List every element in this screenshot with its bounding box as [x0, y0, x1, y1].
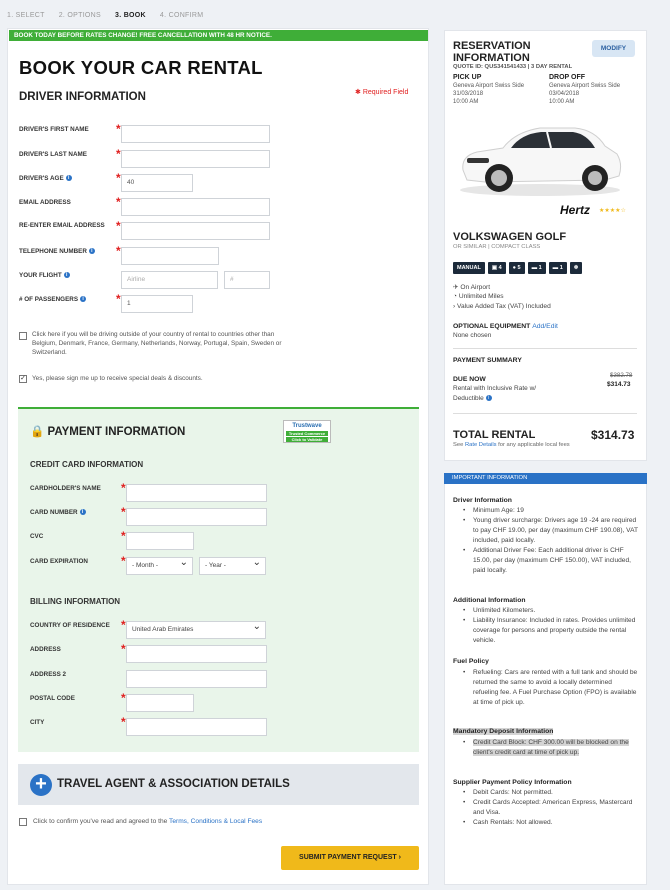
chevron-right-icon: › [398, 854, 401, 861]
age-input[interactable]: 40 [121, 174, 193, 192]
amenity-on-airport [453, 283, 490, 291]
car-name: VOLKSWAGEN GOLF [453, 231, 567, 243]
required-note-text: Required Field [362, 89, 409, 96]
last-name-input[interactable] [121, 150, 270, 168]
rate-suffix: for any applicable local fees [498, 442, 570, 448]
due-now-desc [453, 384, 568, 404]
supplier-subheading: Supplier Payment Policy Information [453, 779, 572, 786]
driver-info-heading: DRIVER INFORMATION [19, 91, 146, 103]
first-name-input[interactable] [121, 125, 270, 143]
amenity-text: Value Added Tax (VAT) Included [457, 303, 551, 310]
required-star: * [116, 171, 121, 185]
deposit-list [463, 738, 638, 758]
plane-icon: ✈ [453, 284, 461, 291]
reemail-input[interactable] [121, 222, 270, 240]
required-star: ✱ [355, 89, 363, 96]
list-item [463, 738, 638, 758]
small-bag-badge [549, 262, 567, 274]
vendor-rating-stars: ★★★★☆ [599, 208, 626, 214]
trust-name: Trustwave [292, 423, 322, 429]
billing-heading: BILLING INFORMATION [30, 597, 121, 606]
info-icon[interactable]: i [66, 175, 72, 181]
info-icon[interactable]: i [89, 248, 95, 254]
rate-details-note [453, 442, 570, 448]
important-info-heading: IMPORTANT INFORMATION [444, 473, 647, 484]
additional-info-list [463, 606, 638, 646]
cc-heading: CREDIT CARD INFORMATION [30, 460, 144, 469]
outside-country-checkbox[interactable] [19, 332, 27, 340]
divider [453, 413, 637, 414]
divider [453, 348, 637, 349]
pickup-label: PICK UP [453, 74, 482, 81]
pickup-time: 10:00 AM [453, 99, 479, 105]
fuel-policy-subheading: Fuel Policy [453, 658, 489, 665]
city-input[interactable] [126, 718, 267, 736]
optional-equipment [453, 323, 558, 330]
age-label [19, 175, 109, 183]
quote-id: QUOTE ID: QUS341541433 | 3 DAY RENTAL [453, 64, 573, 70]
required-star: * [121, 618, 126, 632]
pickup-details [453, 82, 524, 106]
reemail-label: RE-ENTER EMAIL ADDRESS [19, 222, 105, 229]
dropoff-label: DROP OFF [549, 74, 586, 81]
amenity-vat [453, 303, 551, 310]
cardholder-input[interactable] [126, 484, 267, 502]
expiration-label: CARD EXPIRATION [30, 558, 88, 565]
large-bag-badge [528, 262, 546, 274]
list-item: • Debit Cards: Not permitted. [463, 788, 638, 798]
lock-icon: 🔒 [30, 426, 45, 438]
seats-badge [509, 262, 525, 274]
flight-label-text: YOUR FLIGHT [19, 272, 62, 279]
modify-button[interactable]: MODIFY [592, 40, 635, 57]
deposit-text: Credit Card Block: CHF 300.00 will be blocked on the client's credit card at time of pick up. [473, 739, 629, 756]
new-price: $314.73 [607, 381, 631, 388]
trust-sub: Trusted Commerce [286, 431, 328, 436]
passengers-label-text: # OF PASSENGERS [19, 296, 79, 303]
phone-label [19, 248, 109, 256]
country-select[interactable]: United Arab Emirates ⌄ [126, 621, 266, 639]
phone-input[interactable] [121, 247, 219, 265]
address2-input[interactable] [126, 670, 267, 688]
optional-label: OPTIONAL EQUIPMENT [453, 323, 531, 330]
bag-icon: ▬ [552, 265, 560, 271]
door-icon: ▣ [491, 265, 499, 271]
due-now-label: DUE NOW [453, 376, 486, 383]
exp-year-select[interactable]: - Year - ⌄ [199, 557, 266, 575]
step-confirm: 4. CONFIRM [159, 12, 204, 19]
page-title: BOOK YOUR CAR RENTAL [19, 57, 263, 78]
required-star: * [121, 715, 126, 729]
card-number-input[interactable] [126, 508, 267, 526]
due-desc-text: Rental with Inclusive Rate w/ Deductible [453, 385, 537, 402]
additional-info-subheading: Additional Information [453, 597, 526, 604]
list-item: • Minimum Age: 19 [463, 506, 638, 516]
info-icon[interactable]: i [64, 272, 70, 278]
pickup-location: Geneva Airport Swiss Side [453, 83, 525, 89]
outside-country-text: Click here if you will be driving outside of your country of rental to countries other than Belgium, Denmark, France, Germany, Netherlands, Norway, Portugal, Spain, Sweden or Switzerland. [32, 331, 282, 356]
chevron-right-icon: › [453, 303, 458, 310]
step-options[interactable]: 2. OPTIONS [58, 12, 102, 19]
list-item: • Liability Insurance: Included in rates. Provides unlimited coverage for persons and property outside the rental vehicle. [463, 616, 638, 646]
info-icon[interactable]: i [486, 395, 492, 401]
country-label: COUNTRY OF RESIDENCE [30, 622, 110, 629]
holder-label: CARDHOLDER'S NAME [30, 485, 101, 492]
large-bag-count: 1 [538, 265, 542, 271]
step-book: 3. BOOK [115, 12, 146, 19]
driver-info-subheading: Driver Information [453, 497, 512, 504]
car-features [453, 262, 582, 274]
pickup-date: 31/03/2018 [453, 91, 484, 97]
plus-icon[interactable]: + [30, 774, 52, 796]
dropoff-details [549, 82, 620, 106]
submit-payment-button[interactable] [281, 846, 419, 870]
info-icon[interactable]: i [80, 296, 86, 302]
terms-text [33, 818, 262, 825]
required-star: * [116, 195, 121, 209]
postal-label: POSTAL CODE [30, 695, 75, 702]
list-item: • Cash Rentals: Not allowed. [463, 818, 638, 828]
required-star: * [121, 505, 126, 519]
cvc-input[interactable] [126, 532, 194, 550]
total-rental-value: $314.73 [591, 428, 635, 442]
passengers-input[interactable]: 1 [121, 295, 193, 313]
transmission-badge: MANUAL [453, 262, 485, 274]
required-star: * [116, 219, 121, 233]
reservation-heading: RESERVATION INFORMATION [453, 40, 531, 64]
list-item: • Additional Driver Fee: Each additional driver is CHF 15.00, per day (maximum CHF 150.00), VAT included, paid locally. [463, 546, 638, 576]
payment-heading [30, 424, 185, 438]
rate-details-link[interactable]: Rate Details [464, 442, 497, 448]
list-item: • Young driver surcharge: Drivers age 19 -24 are required to pay CHF 19.00, per day (maximum CHF 190.08), VAT included, paid locally. [463, 516, 638, 546]
supplier-list [463, 788, 638, 828]
submit-label: SUBMIT PAYMENT REQUEST [299, 854, 397, 861]
amenity-unlimited-miles [453, 293, 504, 300]
doors-badge [488, 262, 506, 274]
progress-steps [7, 12, 203, 19]
dropoff-date: 03/04/2018 [549, 91, 580, 97]
terms-prefix: Click to confirm you've read and agreed to the [33, 818, 170, 825]
terms-link[interactable]: Terms, Conditions & Local Fees [169, 818, 263, 825]
optional-edit-link[interactable]: Add/Edit [532, 323, 558, 330]
required-star: * [121, 529, 126, 543]
required-star: * [121, 481, 126, 495]
required-field-note [355, 88, 408, 96]
required-star: * [116, 122, 121, 136]
gauge-icon: ◔ [453, 293, 459, 300]
small-bag-count: 1 [559, 265, 563, 271]
city-label: CITY [30, 719, 45, 726]
required-star: * [116, 244, 121, 258]
phone-label-text: TELEPHONE NUMBER [19, 248, 87, 255]
seats-count: 5 [517, 265, 521, 271]
suitcase-icon: ▬ [531, 265, 539, 271]
email-input[interactable] [121, 198, 270, 216]
flight-label [19, 272, 109, 280]
payment-summary-heading: PAYMENT SUMMARY [453, 357, 522, 364]
driver-info-list [463, 506, 638, 576]
promo-banner: BOOK TODAY BEFORE RATES CHANGE! FREE CANCELLATION WITH 48 HR NOTICE. [9, 30, 428, 41]
required-star: * [116, 292, 121, 306]
vendor-logo: Hertz [560, 203, 591, 217]
ac-badge: ❄ [570, 262, 583, 274]
required-star: * [121, 691, 126, 705]
postal-input[interactable] [126, 694, 194, 712]
exp-month-select[interactable]: - Month - ⌄ [126, 557, 193, 575]
required-star: * [121, 642, 126, 656]
flight-number-input[interactable]: # [224, 271, 270, 289]
address-label: ADDRESS [30, 646, 61, 653]
fuel-policy-list [463, 668, 638, 708]
card-number-label-text: CARD NUMBER [30, 509, 78, 516]
required-star: * [121, 554, 126, 568]
address-input[interactable] [126, 645, 267, 663]
deals-checkbox[interactable]: ✓ [20, 375, 26, 382]
optional-value: None chosen [453, 332, 492, 339]
deposit-subheading: Mandatory Deposit Information [453, 728, 554, 735]
last-name-label: DRIVER'S LAST NAME [19, 151, 87, 158]
amenity-text: Unlimited Miles [458, 293, 504, 300]
list-item: • Unlimited Kilometers. [463, 606, 638, 616]
person-icon: ● [512, 265, 518, 271]
required-star: * [116, 147, 121, 161]
payment-heading-text: PAYMENT INFORMATION [47, 426, 186, 438]
old-price: $382.78 [610, 372, 633, 379]
email-label: EMAIL ADDRESS [19, 199, 71, 206]
cvc-label: CVC [30, 533, 44, 540]
first-name-label: DRIVER'S FIRST NAME [19, 126, 89, 133]
terms-checkbox[interactable] [19, 818, 27, 826]
total-rental-label: TOTAL RENTAL [453, 429, 536, 441]
doors-count: 4 [498, 265, 502, 271]
car-class: OR SIMILAR | COMPACT CLASS [453, 244, 541, 250]
deals-text: Yes, please sign me up to receive special deals & discounts. [32, 375, 203, 382]
trust-click: Click to Validate [286, 437, 328, 442]
info-icon[interactable]: i [80, 509, 86, 515]
amenity-text: On Airport [460, 284, 491, 291]
dropoff-location: Geneva Airport Swiss Side [549, 83, 621, 89]
travel-agent-heading[interactable]: TRAVEL AGENT & ASSOCIATION DETAILS [57, 778, 290, 790]
passengers-label [19, 296, 109, 304]
age-label-text: DRIVER'S AGE [19, 175, 64, 182]
step-select[interactable]: 1. SELECT [7, 12, 45, 19]
trustwave-badge[interactable] [283, 420, 331, 443]
list-item: • Refueling: Cars are rented with a full tank and should be returned the same to avoid a locally determined refueling fee. A Fuel Purchase Option (FPO) is available at time of pick up. [463, 668, 638, 708]
dropoff-time: 10:00 AM [549, 99, 575, 105]
address2-label: ADDRESS 2 [30, 671, 67, 678]
see-text: See [453, 442, 464, 448]
car-image [455, 118, 625, 198]
card-number-label [30, 509, 120, 517]
list-item: • Credit Cards Accepted: American Express, Mastercard and Visa. [463, 798, 638, 818]
airline-input[interactable]: Airline [121, 271, 218, 289]
